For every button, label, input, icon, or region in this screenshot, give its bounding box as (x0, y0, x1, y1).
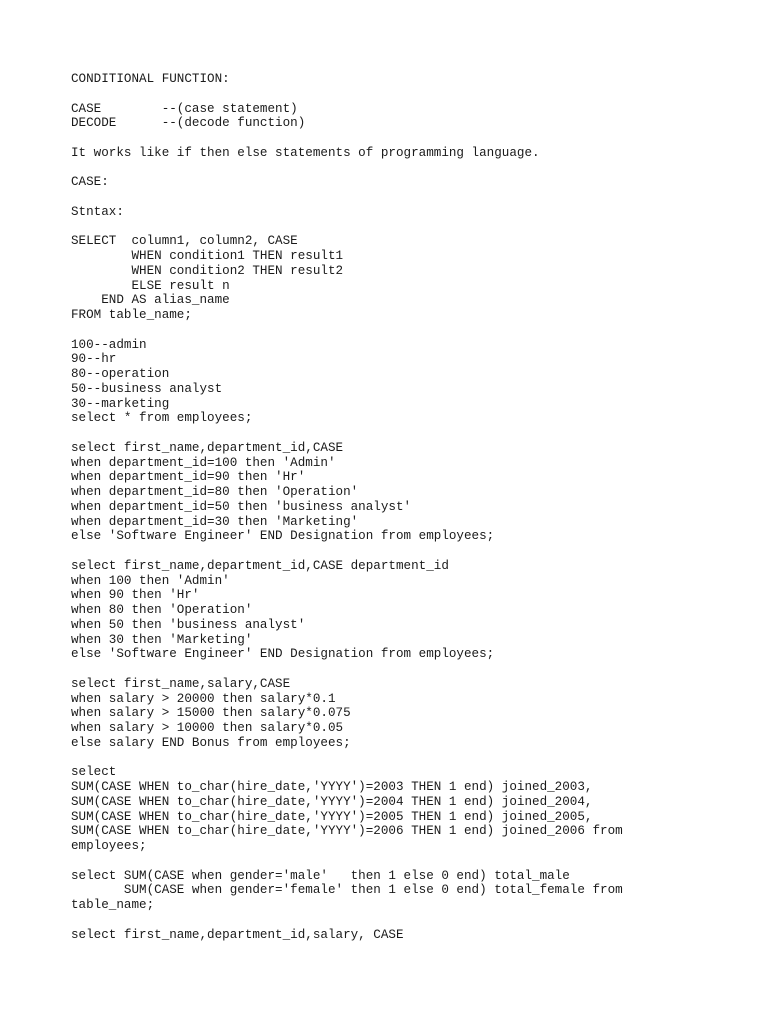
text-line: else 'Software Engineer' END Designation from employees; (71, 529, 495, 544)
text-line: It works like if then else statements of programming language. (71, 145, 540, 160)
text-line: select (71, 765, 117, 780)
text-line (71, 323, 751, 338)
text-line: 100--admin (71, 337, 147, 352)
text-line: 50--business analyst (71, 381, 223, 396)
text-line (71, 662, 751, 677)
text-line: select * from employees; (71, 411, 253, 426)
text-line: select first_name,department_id,CASE department_id (71, 558, 449, 573)
text-line: table_name; (71, 898, 155, 912)
text-line: SUM(CASE WHEN to_char(hire_date,'YYYY')=2006 THEN 1 end) joined_2006 from (71, 824, 623, 839)
text-line: select SUM(CASE when gender='male' then 1 else 0 end) total_male (71, 868, 570, 883)
text-line (71, 220, 751, 235)
text-line: 30--marketing (71, 396, 170, 411)
text-line: else 'Software Engineer' END Designation from employees; (71, 647, 495, 662)
text-line: else salary END Bonus from employees; (71, 735, 351, 750)
document-page (71, 72, 751, 942)
text-line: WHEN condition1 THEN result1 (71, 249, 344, 263)
text-line: END AS alias_name (71, 293, 230, 308)
text-line: when salary > 20000 then salary*0.1 (71, 691, 336, 706)
text-line: when department_id=50 then 'business analyst' (71, 499, 412, 514)
text-line: CONDITIONAL FUNCTION: (71, 72, 230, 86)
text-line: when department_id=30 then 'Marketing' (71, 514, 359, 529)
text-line: SUM(CASE WHEN to_char(hire_date,'YYYY')=2004 THEN 1 end) joined_2004, (71, 794, 593, 809)
text-line: SUM(CASE WHEN to_char(hire_date,'YYYY')=2003 THEN 1 end) joined_2003, (71, 780, 593, 794)
text-line (71, 161, 751, 176)
text-line (71, 190, 751, 205)
text-line (71, 544, 751, 559)
text-line: 90--hr (71, 352, 117, 367)
text-line: select first_name,department_id,salary, CASE (71, 927, 404, 942)
text-line (71, 751, 751, 766)
text-line: WHEN condition2 THEN result2 (71, 263, 344, 278)
text-line: select first_name,salary,CASE (71, 676, 291, 691)
text-line: SELECT column1, column2, CASE (71, 234, 298, 249)
text-line: when salary > 15000 then salary*0.075 (71, 706, 351, 721)
text-line: FROM table_name; (71, 308, 192, 322)
text-line (71, 854, 751, 869)
text-line: CASE --(case statement) (71, 101, 298, 116)
text-line: Stntax: (71, 204, 124, 219)
text-line: ELSE result n (71, 278, 230, 293)
text-line: DECODE --(decode function) (71, 116, 306, 131)
text-line (71, 913, 751, 928)
text-line: when 80 then 'Operation' (71, 603, 253, 617)
text-line: select first_name,department_id,CASE (71, 440, 344, 455)
text-line: SUM(CASE WHEN to_char(hire_date,'YYYY')=2005 THEN 1 end) joined_2005, (71, 809, 593, 824)
text-line: when 30 then 'Marketing' (71, 632, 253, 647)
text-line (71, 87, 751, 102)
text-line: when 50 then 'business analyst' (71, 617, 306, 632)
text-line: SUM(CASE when gender='female' then 1 else 0 end) total_female from (71, 883, 623, 898)
text-line: when salary > 10000 then salary*0.05 (71, 721, 344, 735)
text-line (71, 426, 751, 441)
text-line: 80--operation (71, 367, 170, 381)
text-line: CASE: (71, 175, 109, 190)
text-line: when 100 then 'Admin' (71, 573, 230, 588)
text-line: when department_id=80 then 'Operation' (71, 485, 359, 499)
text-line: when 90 then 'Hr' (71, 588, 200, 603)
text-line (71, 131, 751, 146)
text-line: when department_id=100 then 'Admin' (71, 455, 336, 470)
text-line: when department_id=90 then 'Hr' (71, 470, 306, 485)
text-line: employees; (71, 839, 147, 853)
